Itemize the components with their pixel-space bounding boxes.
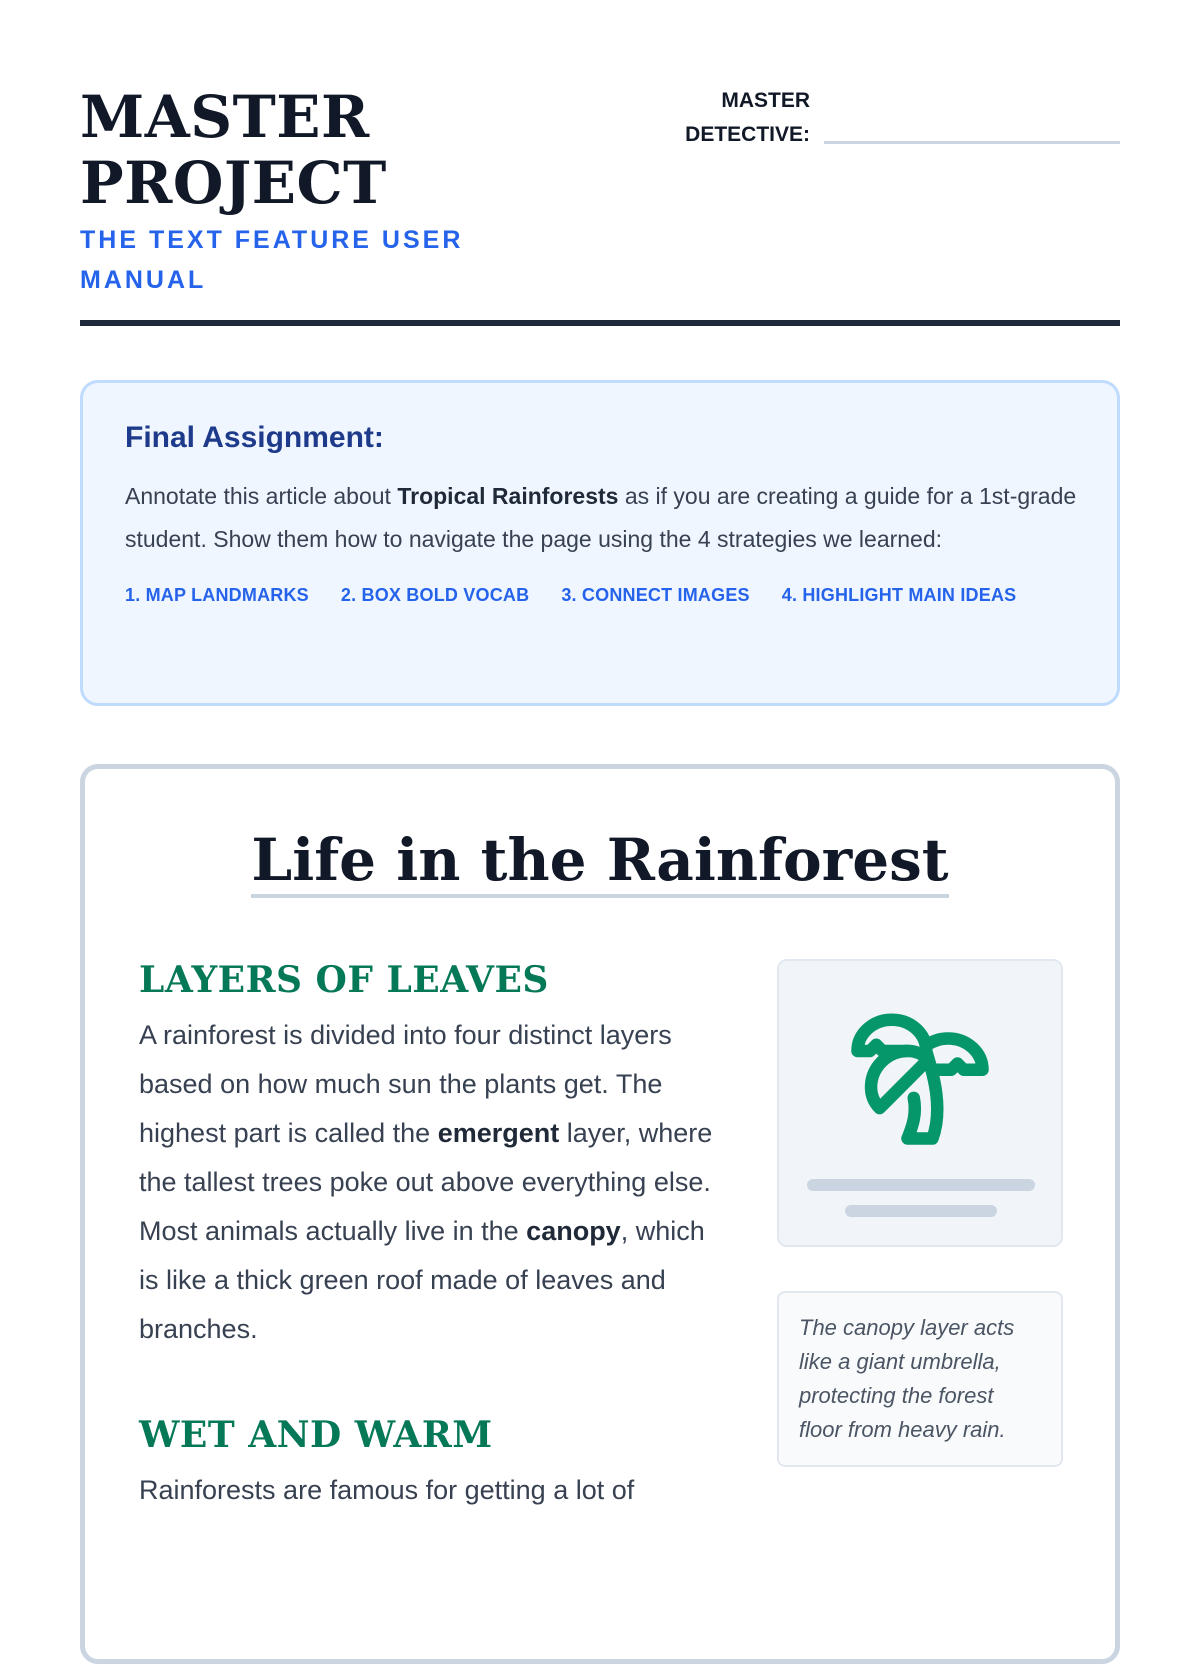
assignment-body <box>125 475 1077 561</box>
header-divider <box>80 320 1120 326</box>
vocab-emergent: emergent <box>437 1118 560 1148</box>
assignment-body-end: as if you are creating a guide for a 1st-grade student. Show them how to navigate the page using the 4 strategies we learned: <box>125 483 1077 552</box>
figure-caption: The canopy layer acts like a giant umbrella, protecting the forest floor from heavy rain. <box>777 1291 1063 1467</box>
article-title-wrap <box>85 827 1115 893</box>
detective-name-field <box>670 84 1120 152</box>
palm-tree-icon <box>845 1001 995 1151</box>
section-heading-layers: LAYERS OF LEAVES <box>139 959 549 1001</box>
figure-placeholder-line <box>845 1205 997 1217</box>
assignment-box <box>80 380 1120 706</box>
strategy-map-landmarks: 1. MAP LANDMARKS <box>125 585 309 605</box>
vocab-canopy: canopy <box>526 1216 621 1246</box>
section-text: layer, where the tallest trees poke out above everything else. Most animals actually live in the <box>139 1118 713 1246</box>
assignment-heading: Final Assignment: <box>125 421 384 454</box>
detective-label <box>670 84 810 152</box>
page-title-line1: MASTER <box>80 83 370 151</box>
article-text-column <box>139 959 719 1515</box>
page-header <box>80 84 1120 324</box>
title-block <box>80 84 480 300</box>
strategy-connect-images: 3. CONNECT IMAGES <box>561 585 750 605</box>
page-title <box>80 84 480 216</box>
section-text: A rainforest is divided into four distinct layers based on how much sun the plants get. The highest part is called the <box>139 1020 672 1148</box>
strategy-box-bold-vocab: 2. BOX BOLD VOCAB <box>340 585 530 605</box>
strategy-highlight-main-ideas: 4. HIGHLIGHT MAIN IDEAS <box>781 585 1017 605</box>
section-body-layers <box>139 1011 719 1354</box>
page-title-line2: PROJECT <box>80 149 387 217</box>
page-subtitle: THE TEXT FEATURE USER MANUAL <box>80 226 464 294</box>
section-body-wet-warm: Rainforests are famous for getting a lot of <box>139 1475 635 1505</box>
figure-placeholder-line <box>807 1179 1035 1191</box>
article-card <box>80 764 1120 1664</box>
section-wet-and-warm <box>139 1414 719 1515</box>
assignment-body-start: Annotate this article about <box>125 483 398 509</box>
detective-label-line1: MASTER <box>721 89 810 112</box>
detective-name-line[interactable] <box>824 141 1120 144</box>
article-title: Life in the Rainforest <box>251 826 948 898</box>
assignment-topic: Tropical Rainforests <box>397 483 619 509</box>
detective-label-line2: DETECTIVE: <box>685 123 810 146</box>
section-heading-wet-warm: WET AND WARM <box>139 1414 493 1456</box>
section-text: , which is like a thick green roof made of leaves and branches. <box>139 1216 705 1344</box>
figure-image <box>777 959 1063 1247</box>
strategy-list <box>125 585 1077 606</box>
